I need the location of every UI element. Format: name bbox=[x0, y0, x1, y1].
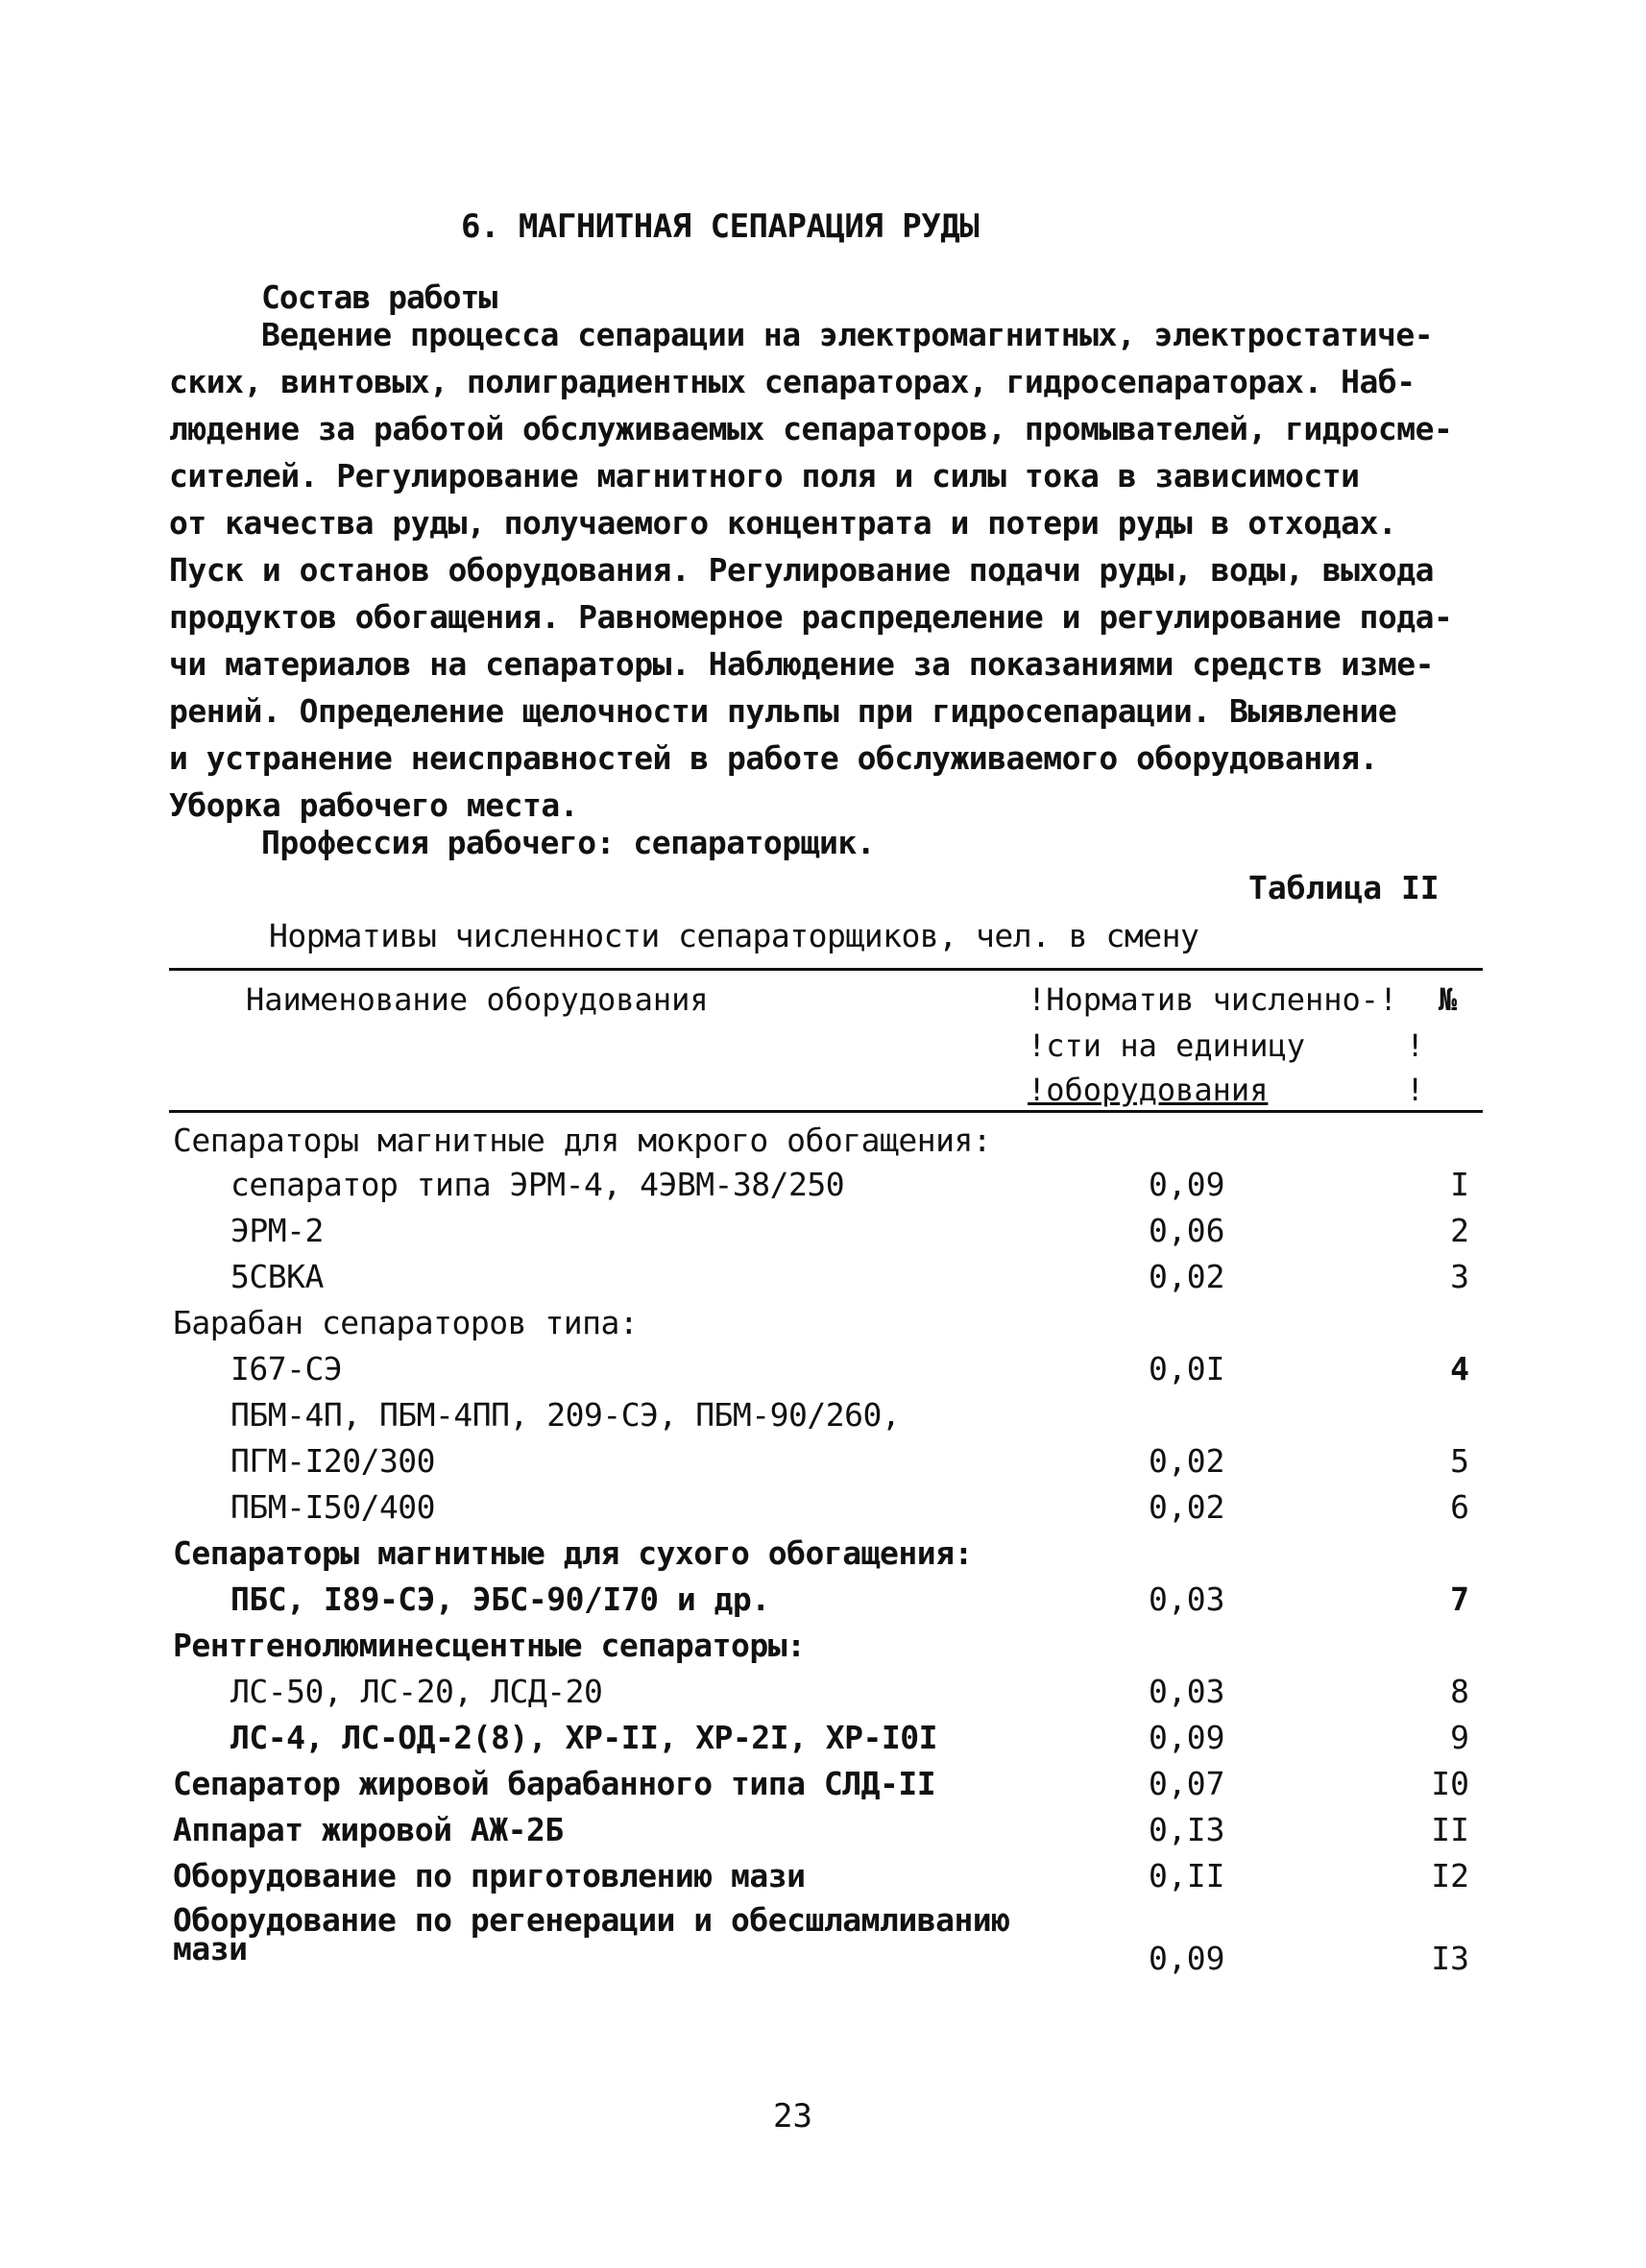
row-number: I0 bbox=[1431, 1765, 1469, 1802]
equipment-name: Аппарат жировой АЖ-2Б bbox=[173, 1811, 564, 1848]
work-composition-title: Состав работы bbox=[261, 278, 497, 316]
equipment-name: ПБМ-4П, ПБМ-4ПП, 209-СЭ, ПБМ-90/260, bbox=[230, 1396, 901, 1434]
paragraph-line: Пуск и останов оборудования. Регулирование подачи руды, воды, выхода bbox=[169, 551, 1435, 589]
norm-value: 0,02 bbox=[1149, 1258, 1225, 1295]
table-row bbox=[0, 1719, 1646, 1765]
header-norm-line2: !сти на единицу bbox=[1028, 1027, 1305, 1064]
table-row bbox=[0, 1673, 1646, 1719]
row-number: I2 bbox=[1431, 1857, 1469, 1894]
equipment-name: ПБС, I89-СЭ, ЭБС-90/I70 и др. bbox=[230, 1580, 770, 1618]
row-number: II bbox=[1431, 1811, 1469, 1848]
paragraph-line: ских, винтовых, полиградиентных сепараторах, гидросепараторах. Наб- bbox=[169, 363, 1416, 400]
norm-value: 0,09 bbox=[1149, 1166, 1225, 1203]
norm-value: 0,I3 bbox=[1149, 1811, 1225, 1848]
table-row bbox=[0, 1212, 1646, 1258]
norm-value: 0,06 bbox=[1149, 1212, 1225, 1249]
work-description-paragraph bbox=[169, 311, 1485, 829]
equipment-name: ПБМ-I50/400 bbox=[230, 1488, 436, 1526]
row-number: 8 bbox=[1450, 1673, 1469, 1710]
table-row bbox=[0, 1627, 1646, 1673]
table-row bbox=[0, 1580, 1646, 1627]
row-number: I bbox=[1450, 1166, 1469, 1203]
equipment-name: Барабан сепараторов типа: bbox=[173, 1304, 639, 1341]
paragraph-line: Ведение процесса сепарации на электромагнитных, электростатиче- bbox=[261, 316, 1434, 353]
paragraph-line: людение за работой обслуживаемых сепараторов, промывателей, гидросме- bbox=[169, 410, 1453, 447]
table-row bbox=[0, 1488, 1646, 1534]
table-row bbox=[0, 1396, 1646, 1442]
paragraph-line: сителей. Регулирование магнитного поля и силы тока в зависимости bbox=[169, 457, 1360, 495]
row-number: 7 bbox=[1450, 1580, 1469, 1618]
paragraph-line: рений. Определение щелочности пульпы при гидросепарации. Выявление bbox=[169, 692, 1397, 730]
table-top-rule bbox=[169, 968, 1483, 971]
table-row bbox=[0, 1304, 1646, 1350]
table-row bbox=[0, 1442, 1646, 1488]
paragraph-line: Уборка рабочего места. bbox=[169, 786, 579, 824]
norm-value: 0,09 bbox=[1149, 1719, 1225, 1756]
profession-line: Профессия рабочего: сепараторщик. bbox=[261, 824, 876, 861]
table-row bbox=[0, 1166, 1646, 1212]
header-norm-line3: !оборудования bbox=[1028, 1072, 1269, 1108]
table-row bbox=[0, 1811, 1646, 1857]
row-number: 2 bbox=[1450, 1212, 1469, 1249]
table-row bbox=[0, 1765, 1646, 1811]
equipment-name: ПГМ-I20/300 bbox=[230, 1442, 436, 1480]
equipment-name: Оборудование по приготовлению мази bbox=[173, 1857, 806, 1894]
header-norm-line1: !Норматив численно-! bbox=[1028, 981, 1398, 1018]
equipment-name: Оборудование по регенерации и обесшламливанию bbox=[173, 1901, 1010, 1939]
equipment-name: I67-СЭ bbox=[230, 1350, 343, 1387]
table-title: Нормативы численности сепараторщиков, чел. в смену bbox=[269, 917, 1199, 954]
row-number: I3 bbox=[1431, 1940, 1469, 1977]
paragraph-line: продуктов обогащения. Равномерное распределение и регулирование пода- bbox=[169, 598, 1453, 636]
norm-value: 0,09 bbox=[1149, 1940, 1225, 1977]
equipment-name: 5СВКА bbox=[230, 1258, 324, 1295]
table-label: Таблица II bbox=[1248, 869, 1440, 906]
norm-value: 0,02 bbox=[1149, 1442, 1225, 1480]
equipment-name: Сепараторы магнитные для мокрого обогащения: bbox=[173, 1122, 992, 1159]
table-row bbox=[0, 1857, 1646, 1903]
equipment-name: ЭРМ-2 bbox=[230, 1212, 324, 1249]
norm-value: 0,02 bbox=[1149, 1488, 1225, 1526]
equipment-name: ЛС-4, ЛС-ОД-2(8), ХР-II, ХР-2I, ХР-I0I bbox=[230, 1719, 937, 1756]
norm-value: 0,0I bbox=[1149, 1350, 1225, 1387]
table-row bbox=[0, 1534, 1646, 1580]
table-row bbox=[0, 1350, 1646, 1396]
norm-value: 0,03 bbox=[1149, 1580, 1225, 1618]
equipment-name: Сепаратор жировой барабанного типа СЛД-II bbox=[173, 1765, 936, 1802]
row-number: 6 bbox=[1450, 1488, 1469, 1526]
norm-value: 0,03 bbox=[1149, 1673, 1225, 1710]
paragraph-line: от качества руды, получаемого концентрата и потери руды в отходах. bbox=[169, 504, 1397, 542]
header-number-separator: ! bbox=[1406, 1027, 1425, 1064]
header-number-separator: ! bbox=[1406, 1072, 1425, 1108]
norm-value: 0,II bbox=[1149, 1857, 1225, 1894]
equipment-name: сепаратор типа ЭРМ-4, 4ЭВМ-38/250 bbox=[230, 1166, 845, 1203]
table-header-rule bbox=[169, 1110, 1483, 1113]
equipment-name: Сепараторы магнитные для сухого обогащения: bbox=[173, 1534, 973, 1572]
table-row bbox=[0, 1122, 1646, 1168]
paragraph-line: и устранение неисправностей в работе обслуживаемого оборудования. bbox=[169, 739, 1378, 777]
norm-value: 0,07 bbox=[1149, 1765, 1225, 1802]
header-equipment-name: Наименование оборудования bbox=[246, 981, 709, 1018]
row-number: 4 bbox=[1450, 1350, 1469, 1387]
table-row bbox=[0, 1258, 1646, 1304]
paragraph-line: чи материалов на сепараторы. Наблюдение за показаниями средств изме- bbox=[169, 645, 1435, 683]
row-number: 3 bbox=[1450, 1258, 1469, 1295]
row-number: 9 bbox=[1450, 1719, 1469, 1756]
equipment-name: мази bbox=[173, 1930, 248, 1967]
table-row bbox=[0, 1930, 1646, 1976]
row-number: 5 bbox=[1450, 1442, 1469, 1480]
section-heading: 6. МАГНИТНАЯ СЕПАРАЦИЯ РУДЫ bbox=[461, 207, 980, 246]
equipment-name: ЛС-50, ЛС-20, ЛСД-20 bbox=[230, 1673, 603, 1710]
equipment-name: Рентгенолюминесцентные сепараторы: bbox=[173, 1627, 806, 1664]
page-number: 23 bbox=[773, 2097, 812, 2135]
header-number-sign: № bbox=[1439, 981, 1458, 1018]
